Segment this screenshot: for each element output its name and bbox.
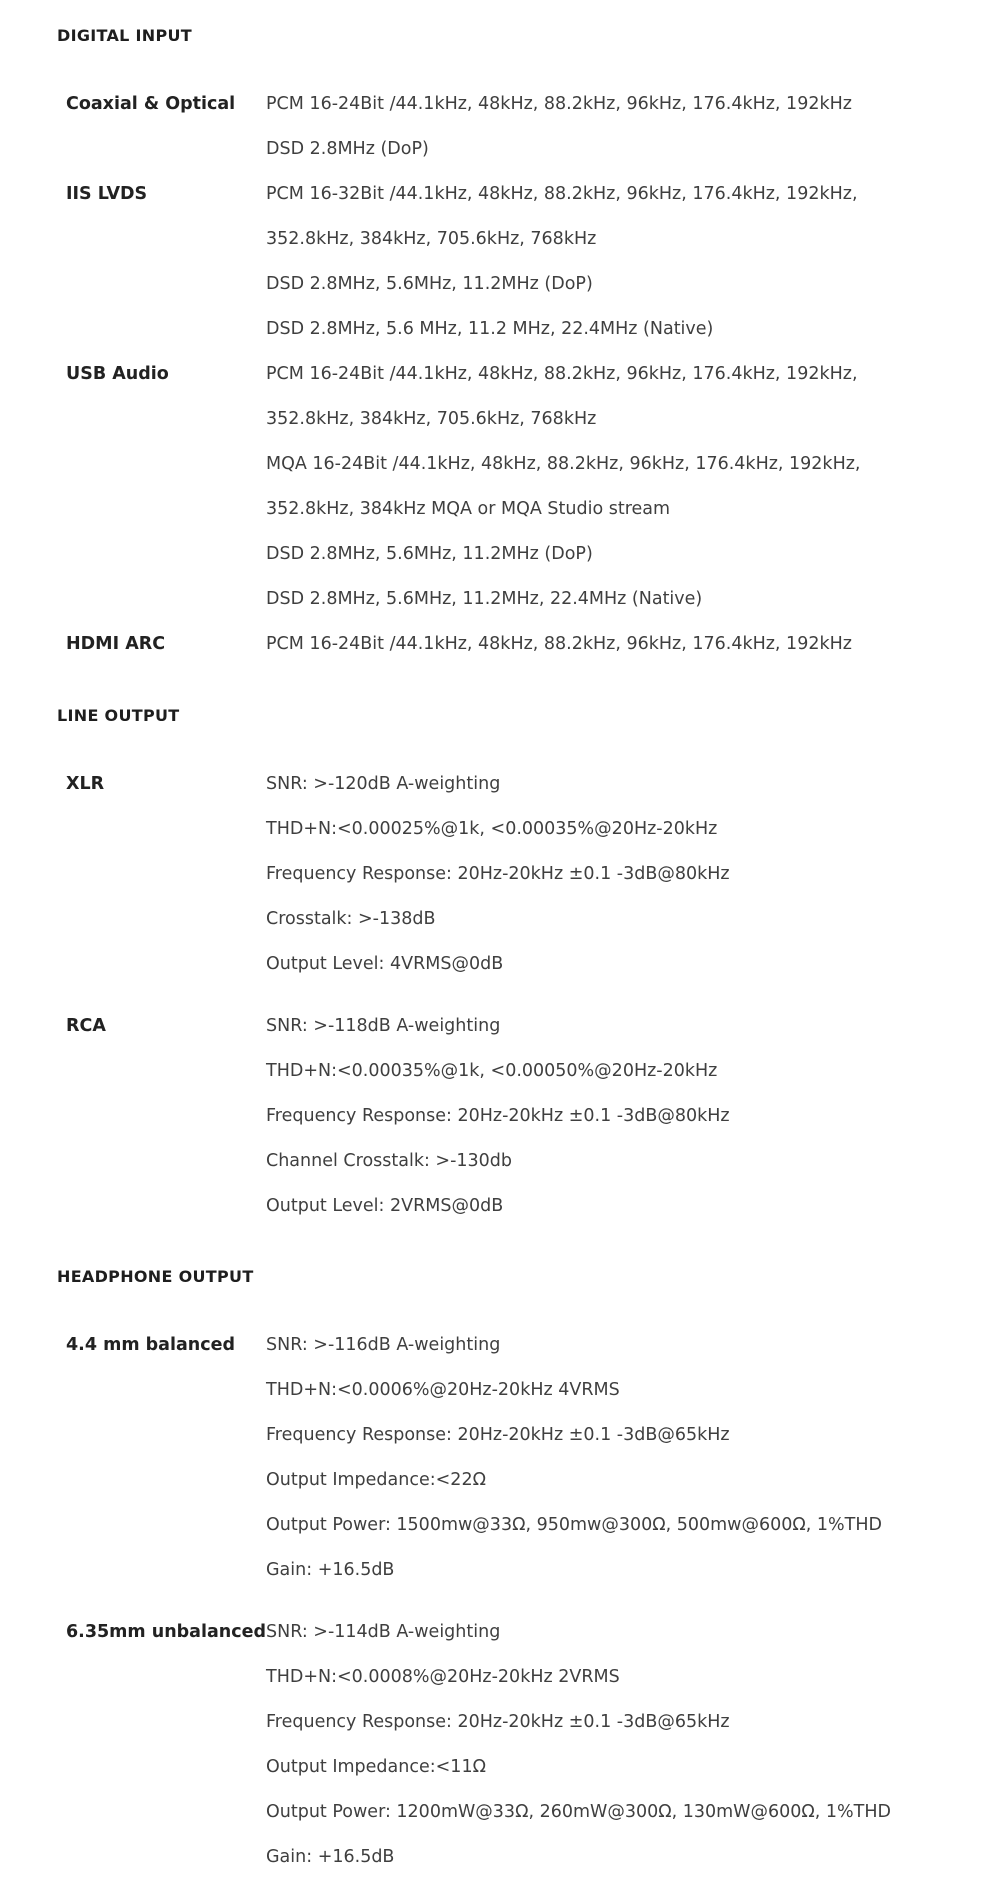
spec-value: SNR: >-116dB A-weighting xyxy=(266,1335,501,1355)
spec-value: PCM 16-24Bit /44.1kHz, 48kHz, 88.2kHz, 96kHz, 176.4kHz, 192kHz xyxy=(266,94,852,114)
spec-value: THD+N:<0.0008%@20Hz-20kHz 2VRMS xyxy=(266,1667,620,1687)
section-title-line-output: LINE OUTPUT xyxy=(57,706,180,725)
spec-label-rca: RCA xyxy=(66,1016,106,1036)
spec-value: SNR: >-118dB A-weighting xyxy=(266,1016,501,1036)
spec-value: Frequency Response: 20Hz-20kHz ±0.1 -3dB@65kHz xyxy=(266,1425,730,1445)
spec-label-xlr: XLR xyxy=(66,774,105,794)
spec-value: DSD 2.8MHz, 5.6MHz, 11.2MHz (DoP) xyxy=(266,544,593,564)
spec-value: DSD 2.8MHz, 5.6MHz, 11.2MHz (DoP) xyxy=(266,274,593,294)
spec-value: 352.8kHz, 384kHz MQA or MQA Studio stream xyxy=(266,499,671,519)
spec-value: Gain: +16.5dB xyxy=(266,1847,395,1867)
spec-value: Frequency Response: 20Hz-20kHz ±0.1 -3dB@80kHz xyxy=(266,1106,730,1126)
spec-value: PCM 16-32Bit /44.1kHz, 48kHz, 88.2kHz, 96kHz, 176.4kHz, 192kHz, xyxy=(266,184,858,204)
spec-value: MQA 16-24Bit /44.1kHz, 48kHz, 88.2kHz, 96kHz, 176.4kHz, 192kHz, xyxy=(266,454,861,474)
spec-label-coaxial-and-optical: Coaxial & Optical xyxy=(66,94,236,114)
spec-value: Crosstalk: >-138dB xyxy=(266,909,436,929)
spec-label-6-35mm-unbalanced: 6.35mm unbalanced xyxy=(66,1622,267,1642)
spec-value: DSD 2.8MHz, 5.6 MHz, 11.2 MHz, 22.4MHz (Native) xyxy=(266,319,714,339)
spec-value: Output Level: 2VRMS@0dB xyxy=(266,1196,504,1216)
spec-label-4-4-mm-balanced: 4.4 mm balanced xyxy=(66,1335,236,1355)
spec-value: THD+N:<0.00025%@1k, <0.00035%@20Hz-20kHz xyxy=(266,819,718,839)
spec-value: SNR: >-120dB A-weighting xyxy=(266,774,501,794)
spec-label-hdmi-arc: HDMI ARC xyxy=(66,634,166,654)
spec-value: PCM 16-24Bit /44.1kHz, 48kHz, 88.2kHz, 96kHz, 176.4kHz, 192kHz, xyxy=(266,364,858,384)
spec-value: Output Impedance:<22Ω xyxy=(266,1470,486,1490)
spec-value: Output Power: 1500mw@33Ω, 950mw@300Ω, 500mw@600Ω, 1%THD xyxy=(266,1515,882,1535)
spec-value: Channel Crosstalk: >-130db xyxy=(266,1151,513,1171)
spec-label-usb-audio: USB Audio xyxy=(66,364,169,384)
spec-value: 352.8kHz, 384kHz, 705.6kHz, 768kHz xyxy=(266,409,597,429)
spec-value: THD+N:<0.0006%@20Hz-20kHz 4VRMS xyxy=(266,1380,620,1400)
spec-value: THD+N:<0.00035%@1k, <0.00050%@20Hz-20kHz xyxy=(266,1061,718,1081)
spec-value: Output Power: 1200mW@33Ω, 260mW@300Ω, 130mW@600Ω, 1%THD xyxy=(266,1802,891,1822)
spec-value: DSD 2.8MHz (DoP) xyxy=(266,139,429,159)
spec-value: SNR: >-114dB A-weighting xyxy=(266,1622,501,1642)
spec-value: Output Level: 4VRMS@0dB xyxy=(266,954,504,974)
spec-value: PCM 16-24Bit /44.1kHz, 48kHz, 88.2kHz, 96kHz, 176.4kHz, 192kHz xyxy=(266,634,852,654)
spec-value: Output Impedance:<11Ω xyxy=(266,1757,486,1777)
spec-value: Frequency Response: 20Hz-20kHz ±0.1 -3dB@80kHz xyxy=(266,864,730,884)
section-title-headphone-output: HEADPHONE OUTPUT xyxy=(57,1267,254,1286)
spec-value: Gain: +16.5dB xyxy=(266,1560,395,1580)
section-title-digital-input: DIGITAL INPUT xyxy=(57,26,193,45)
spec-value: DSD 2.8MHz, 5.6MHz, 11.2MHz, 22.4MHz (Native) xyxy=(266,589,703,609)
spec-value: 352.8kHz, 384kHz, 705.6kHz, 768kHz xyxy=(266,229,597,249)
spec-value: Frequency Response: 20Hz-20kHz ±0.1 -3dB@65kHz xyxy=(266,1712,730,1732)
spec-label-iis-lvds: IIS LVDS xyxy=(66,184,148,204)
